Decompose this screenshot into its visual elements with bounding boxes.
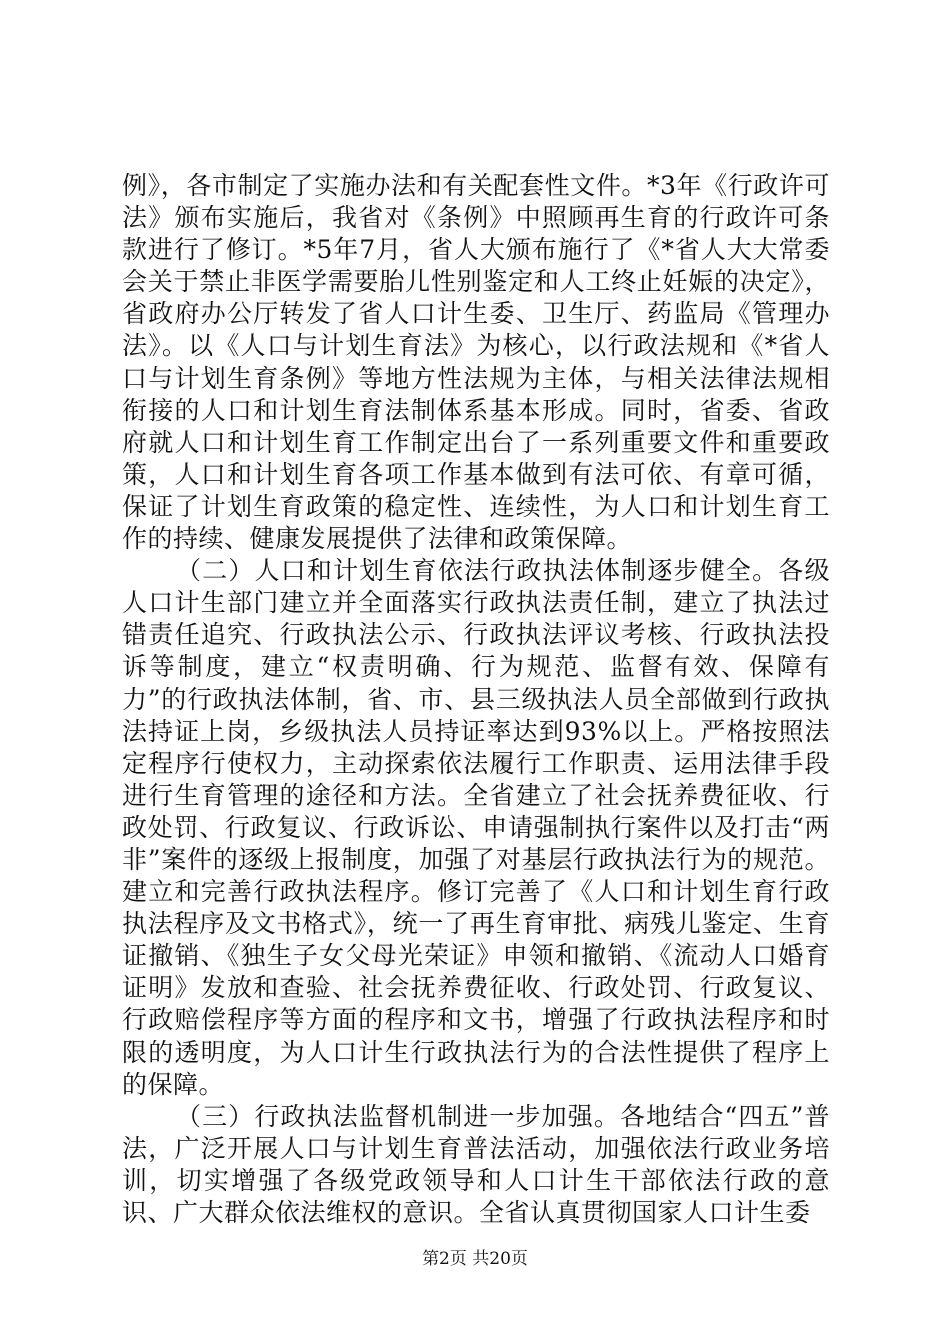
page-number-footer: 第2页 共20页	[422, 1249, 528, 1269]
paragraph-section-two: （二）人口和计划生育依法行政执法体制逐步健全。各级人口计生部门建立并全面落实行政执法责任制，建立了执法过错责任追究、行政执法公示、行政执法评议考核、行政执法投诉等制度，建立“权责明确、行为规范、监督有效、保障有力”的行政执法体制，省、市、县三级执法人员全部做到行政执法持证上岗，乡级执法人员持证率达到93%以上。严格按照法定程序行使权力，主动探索依法履行工作职责、运用法律手段进行生育管理的途径和方法。全省建立了社会抚养费征收、行政处罚、行政复议、行政诉讼、申请强制执行案件以及打击“两非”案件的逐级上报制度，加强了对基层行政执法行为的规范。建立和完善行政执法程序。修订完善了《人口和计划生育行政执法程序及文书格式》，统一了再生育审批、病残儿鉴定、生育证撤销、《独生子女父母光荣证》申领和撤销、《流动人口婚育证明》发放和查验、社会抚养费征收、行政处罚、行政复议、行政赔偿程序等方面的程序和文书，增强了行政执法程序和时限的透明度，为人口计生行政执法行为的合法性提供了程序上的保障。	[122, 556, 830, 1099]
paragraph-continuation: 例》，各市制定了实施办法和有关配套性文件。*3年《行政许可法》颁布实施后，我省对《条例》中照顾再生育的行政许可条款进行了修订。*5年7月，省人大颁布施行了《*省人大大常委会关于禁止非医学需要胎儿性别鉴定和人工终止妊娠的决定》，省政府办公厅转发了省人口计生委、卫生厅、药监局《管理办法》。以《人口与计划生育法》为核心，以行政法规和《*省人口与计划生育条例》等地方性法规为主体，与相关法律法规相衔接的人口和计划生育法制体系基本形成。同时，省委、省政府就人口和计划生育工作制定出台了一系列重要文件和重要政策，人口和计划生育各项工作基本做到有法可依、有章可循，保证了计划生育政策的稳定性、连续性，为人口和计划生育工作的持续、健康发展提供了法律和政策保障。	[122, 171, 830, 554]
document-body	[122, 170, 830, 1229]
paragraph-section-three: （三）行政执法监督机制进一步加强。各地结合“四五”普法，广泛开展人口与计划生育普法活动，加强依法行政业务培训，切实增强了各级党政领导和人口计生干部依法行政的意识、广大群众依法维权的意识。全省认真贯彻国家人口计生委	[122, 1101, 830, 1227]
